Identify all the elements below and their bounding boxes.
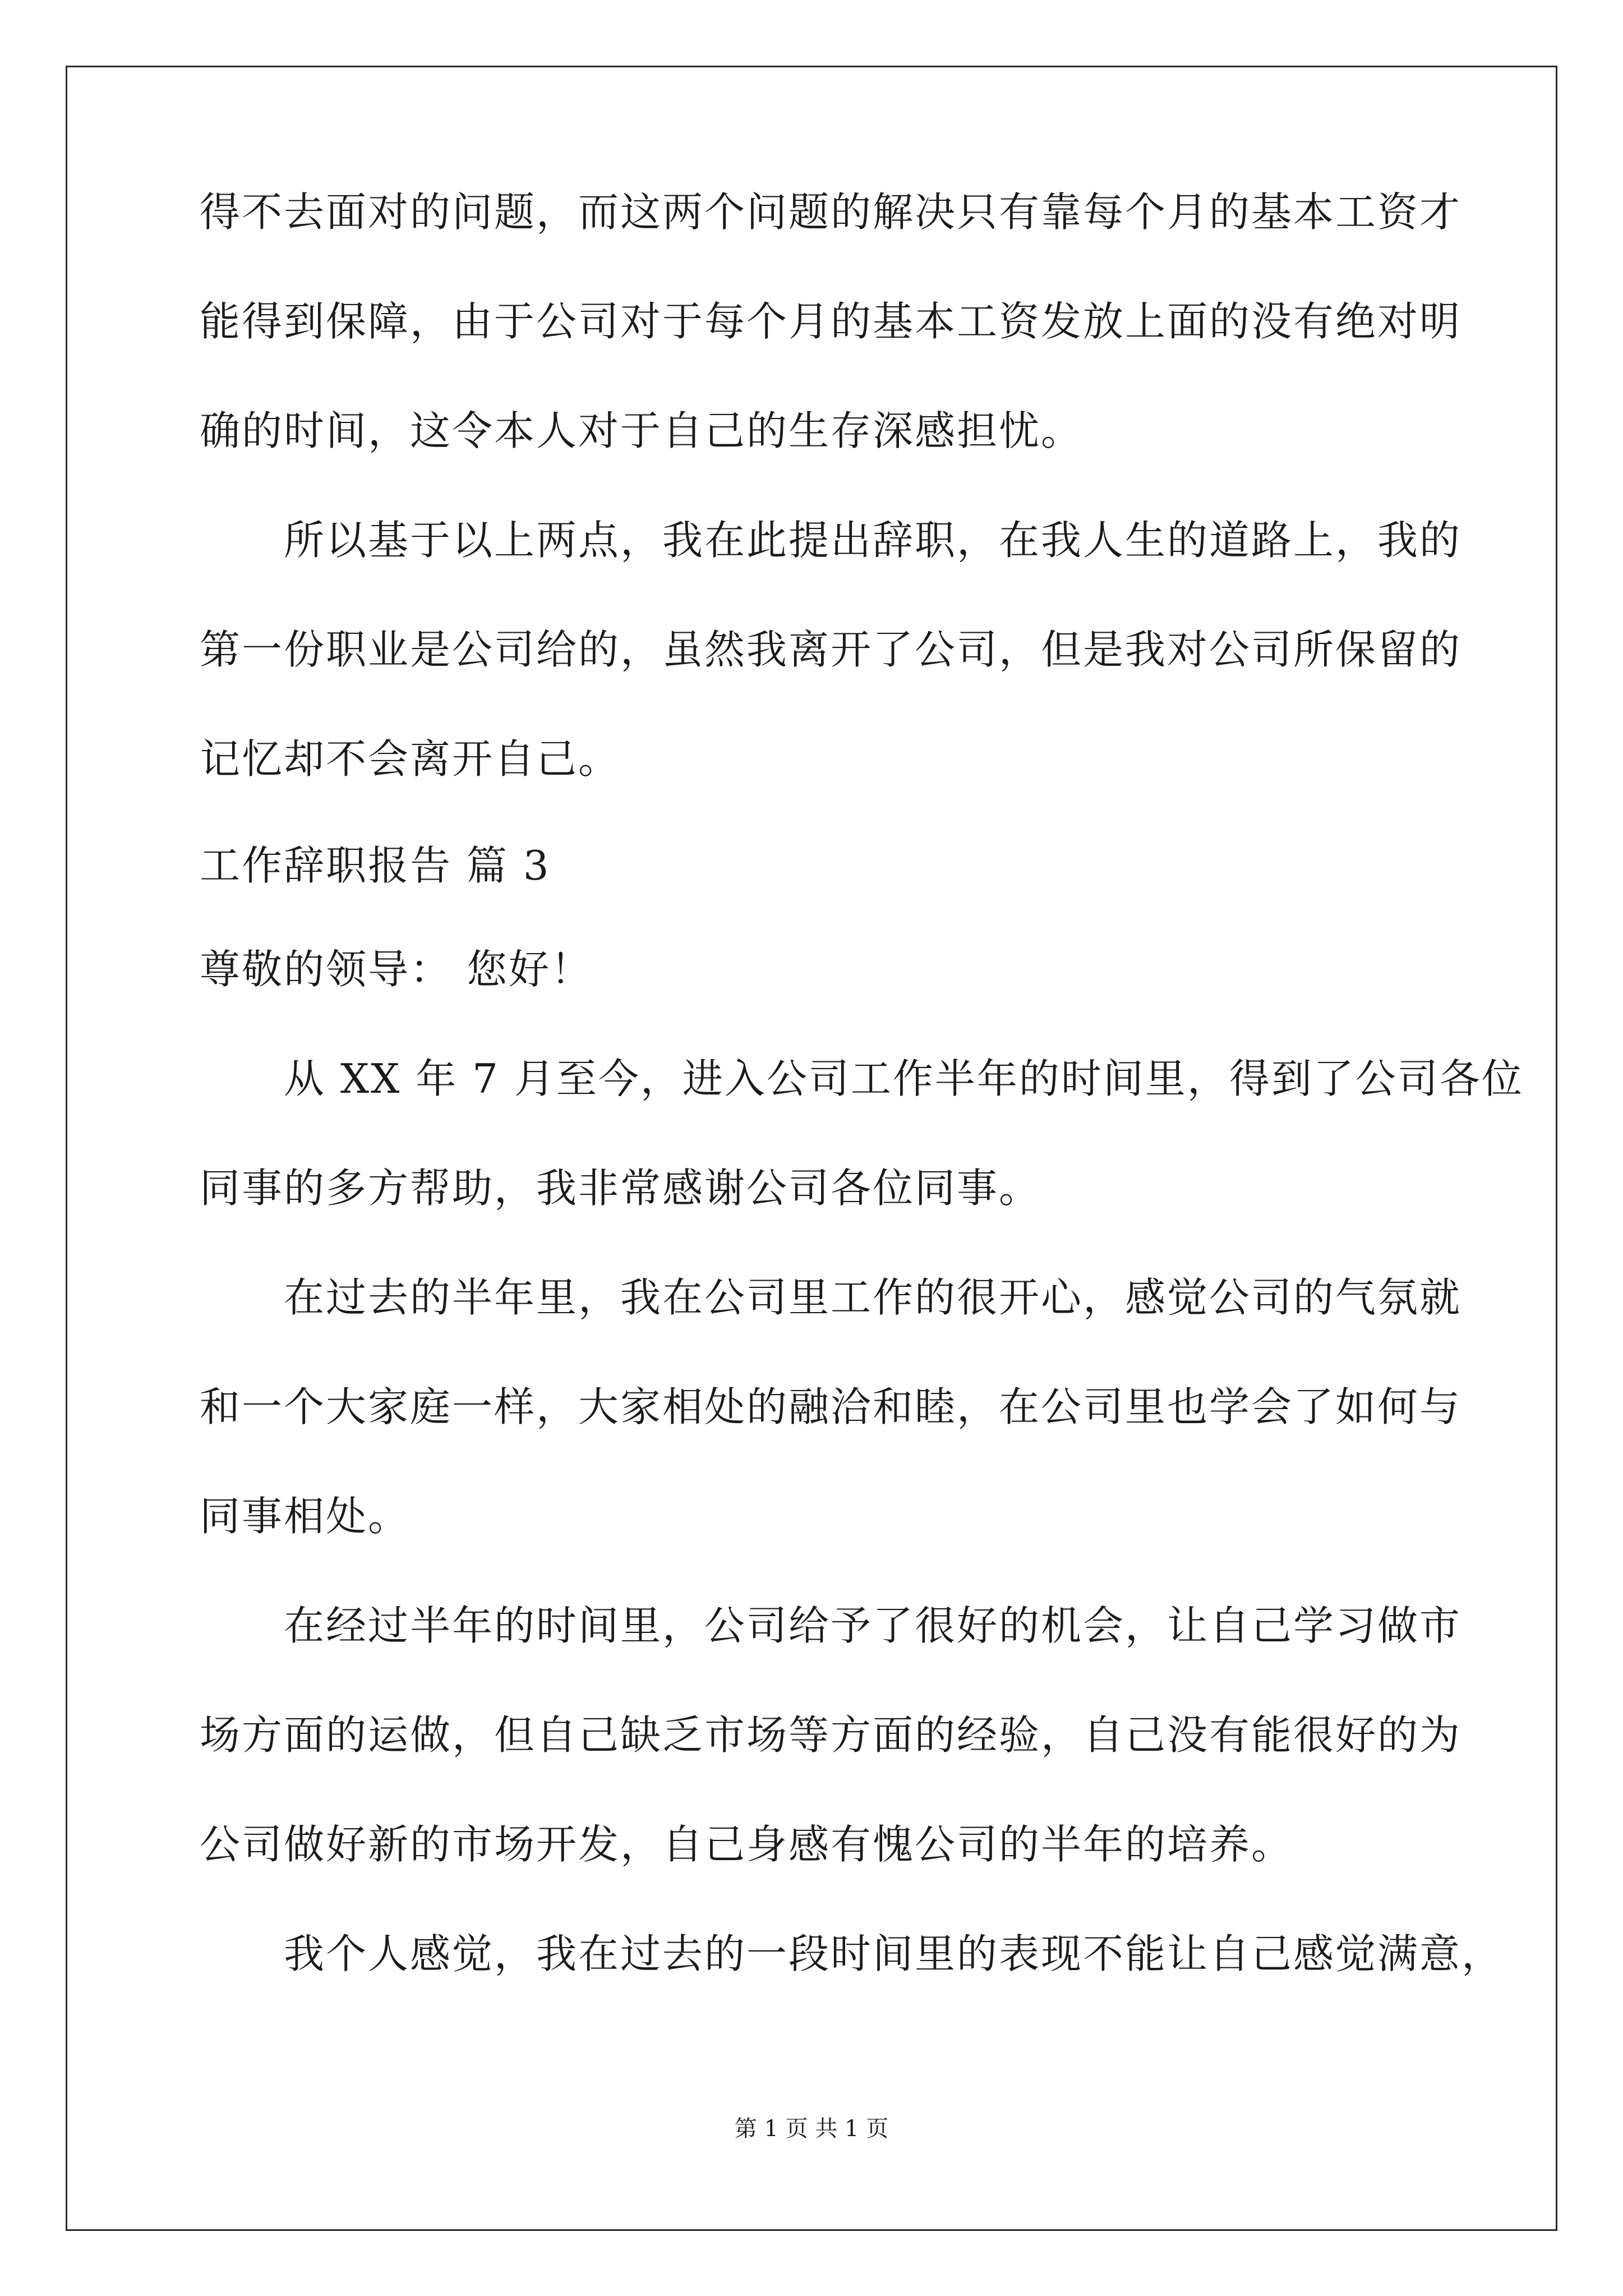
paragraph-first-line: 从 XX 年 7 月至今，进入公司工作半年的时间里，得到了公司各位 <box>284 1055 1524 1102</box>
paragraph-first-line: 所以基于以上两点，我在此提出辞职，在我人生的道路上，我的 <box>284 517 1462 564</box>
paragraph-first-line: 在经过半年的时间里，公司给予了很好的机会，让自己学习做市 <box>284 1602 1462 1649</box>
text-line: 公司做好新的市场开发，自己身感有愧公司的半年的培养。 <box>200 1821 1294 1868</box>
text-line: 场方面的运做，但自己缺乏市场等方面的经验，自己没有能很好的为 <box>200 1711 1462 1759</box>
text-line: 同事的多方帮助，我非常感谢公司各位同事。 <box>200 1165 1041 1212</box>
paragraph-first-line: 在过去的半年里，我在公司里工作的很开心，感觉公司的气氛就 <box>284 1274 1462 1321</box>
text-line: 能得到保障，由于公司对于每个月的基本工资发放上面的没有绝对明 <box>200 298 1462 345</box>
text-line: 记忆却不会离开自己。 <box>200 735 621 783</box>
text-line: 得不去面对的问题，而这两个问题的解决只有靠每个月的基本工资才 <box>200 188 1462 236</box>
salutation: 尊敬的领导： 您好！ <box>200 946 593 993</box>
page-border <box>66 66 1557 2231</box>
section-heading: 工作辞职报告 篇 3 <box>200 842 551 889</box>
text-line: 和一个大家庭一样，大家相处的融洽和睦，在公司里也学会了如何与 <box>200 1383 1462 1430</box>
text-line: 确的时间，这令本人对于自己的生存深感担忧。 <box>200 407 1083 454</box>
text-line: 第一份职业是公司给的，虽然我离开了公司，但是我对公司所保留的 <box>200 626 1462 673</box>
text-line: 同事相处。 <box>200 1493 411 1540</box>
page-footer: 第 1 页 共 1 页 <box>734 2116 889 2142</box>
paragraph-first-line: 我个人感觉，我在过去的一段时间里的表现不能让自己感觉满意， <box>284 1930 1504 1977</box>
